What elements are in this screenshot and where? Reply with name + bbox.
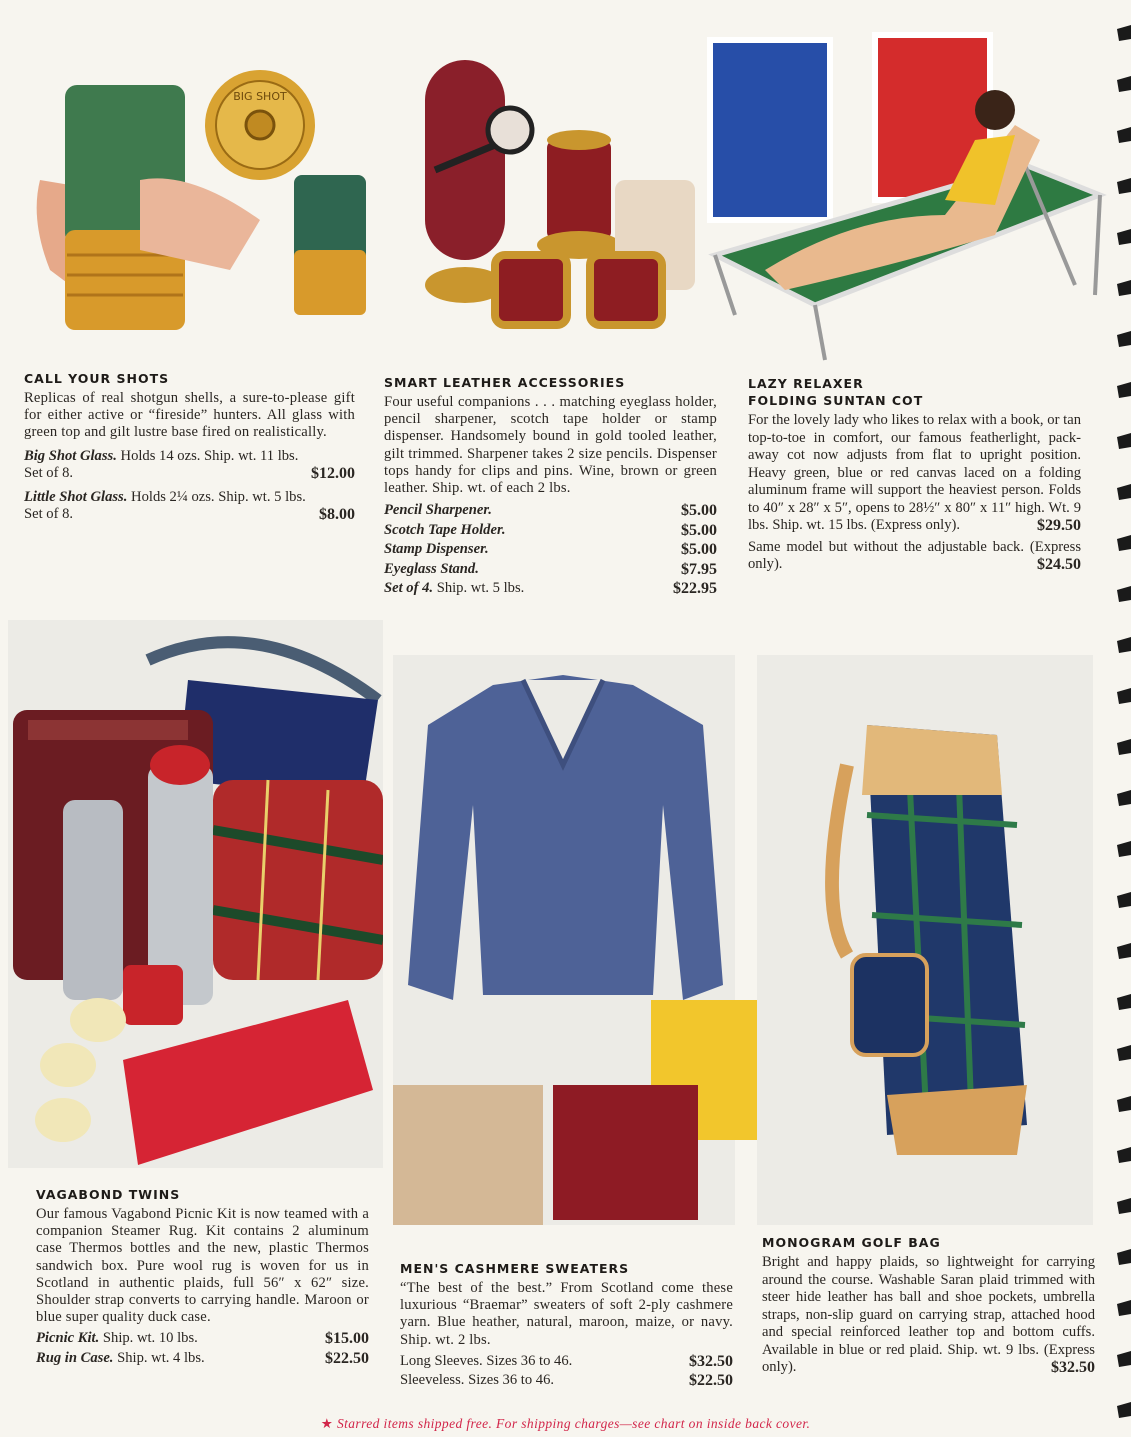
price-line <box>36 1350 369 1368</box>
item-price: $32.50 <box>689 1352 733 1370</box>
spiral-ring <box>1117 382 1131 398</box>
product-title: LAZY RELAXER <box>748 376 864 391</box>
product-description: Replicas of real shotgun shells, a sure-to-please gift for either active or “fireside” hunters. All glass with green top and gilt lustre base fired on realistically. <box>24 390 355 441</box>
spiral-ring <box>1117 994 1131 1010</box>
item-price: $12.00 <box>311 465 355 483</box>
price-line <box>400 1372 733 1390</box>
item-price: $22.95 <box>673 580 717 598</box>
spiral-ring <box>1117 229 1131 245</box>
item-name: Eyeglass Stand. <box>384 560 479 577</box>
product-lazy-relaxer <box>748 375 1081 574</box>
price-line <box>384 561 717 579</box>
item-price: $8.00 <box>319 506 355 524</box>
price-line <box>748 539 1081 574</box>
product-title: MONOGRAM GOLF BAG <box>762 1235 941 1250</box>
spiral-ring <box>1117 331 1131 347</box>
item-name: Set of 4. <box>384 580 434 597</box>
price-line <box>24 489 355 524</box>
spiral-ring <box>1117 892 1131 908</box>
spiral-ring <box>1117 127 1131 143</box>
item-price: $32.50 <box>1051 1359 1095 1376</box>
product-description: Our famous Vagabond Picnic Kit is now teamed with a companion Steamer Rug. Kit contains 2 aluminum case Thermos bottles and the new, plastic Thermos sandwich box. Pure wool rug is woven for us in Scotland in authentic plaids, full 56″ x 62″ size. Shoulder strap converts to carrying handle. Maroon or blue super quality duck case. <box>36 1206 369 1326</box>
item-detail: Holds 14 ozs. Ship. wt. 11 lbs. Set of 8. <box>24 447 299 482</box>
product-description: For the lovely lady who likes to relax with a book, or tan top-to-toe in comfort, our famous featherlight, pack-away cot now adjusts from flat to upright position. Heavy green, blue or red canvas laced on a folding aluminum frame will support the heaviest person. Folds to 40″ x 28″ x 5″, opens to 28½″ x 80″ x 11″ high. Wt. 9 lbs. Ship. wt. 15 lbs. (Express only). <box>748 412 1081 533</box>
footnote-text: Starred items shipped free. For shipping charges—see chart on inside back cover. <box>336 1416 811 1431</box>
big-shot-stamp: BIG SHOT <box>233 90 287 103</box>
spiral-ring <box>1117 1147 1131 1163</box>
spiral-ring <box>1117 1198 1131 1214</box>
item-price: $24.50 <box>1037 556 1081 573</box>
product-description: “The best of the best.” From Scotland come these luxurious “Braemar” sweaters of soft 2-ply cashmere yarn. Blue heather, natural, maroon, maize, or navy. Ship. wt. 2 lbs. <box>400 1280 733 1348</box>
spiral-ring <box>1117 790 1131 806</box>
spiral-ring <box>1117 280 1131 296</box>
item-name: Stamp Dispenser. <box>384 541 489 558</box>
item-name: Pencil Sharpener. <box>384 502 492 519</box>
product-title: CALL YOUR SHOTS <box>24 371 170 386</box>
spiral-ring <box>1117 1351 1131 1367</box>
product-vagabond-twins <box>36 1186 369 1367</box>
price-line <box>384 541 717 559</box>
product-description: Bright and happy plaids, so lightweight for carrying around the course. Washable Saran plaid trimmed with steer hide leather has ball and shoe pockets, umbrella straps, non-slip guard on carrying strap, attached hood and special reinforced leather top and bottom cuffs. Available in blue or red plaid. Ship. wt. 9 lbs. (Express only). <box>762 1254 1095 1375</box>
spiral-ring <box>1117 76 1131 92</box>
price-line <box>400 1353 733 1371</box>
item-detail: Ship. wt. 10 lbs. <box>102 1330 198 1347</box>
spiral-ring <box>1117 1249 1131 1265</box>
spiral-ring <box>1117 943 1131 959</box>
spiral-ring <box>1117 433 1131 449</box>
item-price: $22.50 <box>325 1349 369 1367</box>
spiral-ring <box>1117 1045 1131 1061</box>
product-title: VAGABOND TWINS <box>36 1187 181 1202</box>
item-price: $7.95 <box>681 560 717 578</box>
spiral-ring <box>1117 535 1131 551</box>
spiral-ring <box>1117 1300 1131 1316</box>
spiral-ring <box>1117 1096 1131 1112</box>
spiral-ring <box>1117 586 1131 602</box>
spiral-binding <box>1109 0 1131 1437</box>
spiral-ring <box>1117 688 1131 704</box>
price-line <box>36 1330 369 1348</box>
price-line <box>384 522 717 540</box>
price-line <box>748 412 1081 535</box>
shot-glasses-image <box>30 70 370 350</box>
item-price: $5.00 <box>681 541 717 559</box>
item-detail: Ship. wt. 4 lbs. <box>117 1349 205 1366</box>
product-title: SMART LEATHER ACCESSORIES <box>384 375 626 390</box>
spiral-ring <box>1117 637 1131 653</box>
price-line <box>762 1254 1095 1377</box>
item-price: $15.00 <box>325 1330 369 1348</box>
item-detail: Long Sleeves. Sizes 36 to 46. <box>400 1352 573 1369</box>
golf-bag-image <box>757 655 1093 1225</box>
star-icon: ★ <box>320 1416 334 1431</box>
product-description: Four useful companions . . . matching eyeglass holder, pencil sharpener, scotch tape holder or stamp dispenser. Handsomely bound in gold tooled leather, gilt trimmed. Sharpener takes 2 size pencils. Dispenser tops handy for clips and pins. Wine, brown or green leather. Ship. wt. of each 2 lbs. <box>384 394 717 497</box>
item-name: Big Shot Glass. <box>24 447 117 464</box>
product-call-your-shots <box>24 370 355 524</box>
spiral-ring <box>1117 178 1131 194</box>
price-line <box>384 580 717 598</box>
product-smart-leather-accessories <box>384 374 717 598</box>
item-name: Little Shot Glass. <box>24 488 128 505</box>
item-price: $5.00 <box>681 521 717 539</box>
spiral-ring <box>1117 841 1131 857</box>
item-price: $5.00 <box>681 502 717 520</box>
cashmere-sweater-image <box>393 655 793 1225</box>
price-line <box>384 502 717 520</box>
suntan-cot-image <box>695 15 1115 370</box>
item-price: $22.50 <box>689 1372 733 1390</box>
item-detail: Ship. wt. 5 lbs. <box>436 580 525 597</box>
product-subtitle: FOLDING SUNTAN COT <box>748 393 924 408</box>
item-name: Scotch Tape Holder. <box>384 521 506 538</box>
product-cashmere-sweaters <box>400 1260 733 1390</box>
product-title: MEN'S CASHMERE SWEATERS <box>400 1261 630 1276</box>
item-detail: Same model but without the adjustable back. (Express only). <box>748 538 1081 572</box>
item-detail: Holds 2¼ ozs. Ship. wt. 5 lbs. Set of 8. <box>24 488 306 523</box>
price-line <box>24 448 355 483</box>
item-name: Rug in Case. <box>36 1349 114 1366</box>
product-monogram-golf-bag <box>762 1234 1095 1377</box>
item-name: Picnic Kit. <box>36 1330 100 1347</box>
spiral-ring <box>1117 739 1131 755</box>
item-detail: Sleeveless. Sizes 36 to 46. <box>400 1372 555 1389</box>
shipping-footnote <box>0 1416 1131 1432</box>
spiral-ring <box>1117 484 1131 500</box>
leather-accessories-image <box>415 40 735 350</box>
picnic-kit-image <box>8 620 383 1168</box>
spiral-ring <box>1117 25 1131 41</box>
item-price: $29.50 <box>1037 517 1081 534</box>
spiral-ring <box>1117 1402 1131 1418</box>
